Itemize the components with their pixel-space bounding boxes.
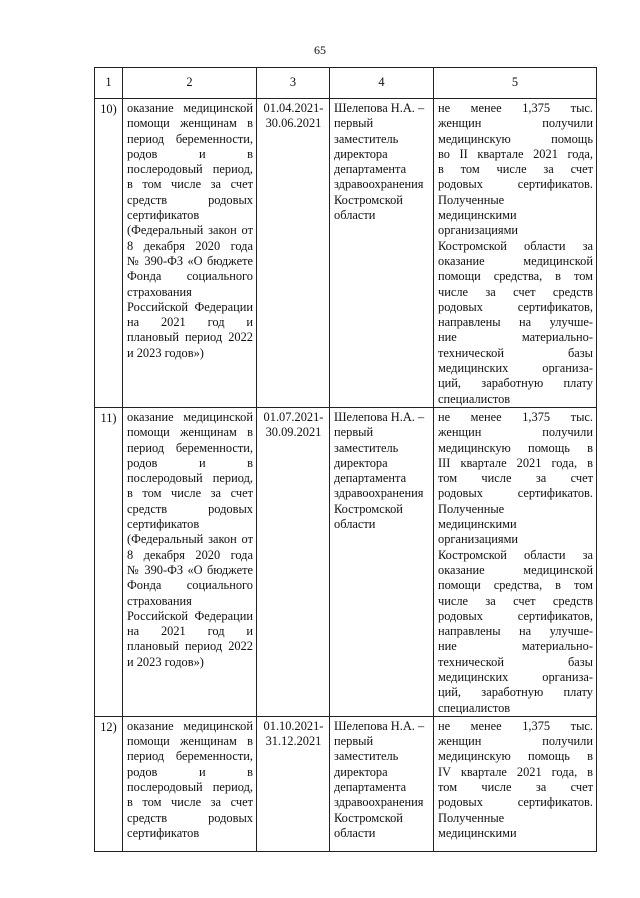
measure-description [123, 99, 257, 408]
cell-line: родовых сертификатов. [438, 177, 593, 192]
measure-description [123, 407, 257, 716]
cell-line: 30.09.2021 [265, 425, 322, 440]
cell-line: 8 декабря 2020 года [127, 238, 253, 253]
cell-line: (Федеральный закон от [127, 223, 253, 238]
cell-line: оказание медицинской [438, 253, 593, 268]
period-cell [257, 407, 330, 716]
cell-line: Полученные [438, 810, 505, 825]
cell-line: послеродовый период, [127, 780, 253, 795]
cell-line: медицинскими [438, 825, 517, 840]
cell-line: период беременности, [127, 749, 253, 764]
cell-line: помощи женщинам в [127, 734, 253, 749]
cell-line: здравоохранения [334, 177, 424, 192]
cell-line: числе за счет средств [438, 593, 593, 608]
cell-line: во II квартале 2021 года, [438, 146, 593, 161]
cell-line: III квартале 2021 года, в [438, 455, 593, 470]
cell-line: Шелепова Н.А. – [334, 101, 425, 115]
table-row [95, 407, 597, 716]
cell-line: медицинскую помощь в [438, 749, 593, 764]
cell-line: Костромской области за [438, 547, 593, 562]
cell-line: департамента [334, 162, 407, 177]
cell-line: сертификатов [127, 825, 200, 840]
row-number: 11) [95, 407, 123, 716]
cell-line: период беременности, [127, 131, 253, 146]
period-cell [257, 99, 330, 408]
cell-line: ций, заработную плату [438, 685, 593, 700]
cell-line: и 2023 годов») [127, 654, 204, 669]
cell-line: на 2021 год и [127, 315, 253, 330]
cell-line: в том числе за счет [127, 795, 253, 810]
cell-line: родов и в [127, 455, 253, 470]
cell-line: родовых сертификатов, [438, 608, 593, 623]
cell-line: области [334, 825, 376, 840]
cell-line: послеродовый период, [127, 162, 253, 177]
cell-line: Полученные [438, 501, 505, 516]
table-header-row [95, 68, 597, 99]
cell-line: ций, заработную плату [438, 376, 593, 391]
cell-line: том числе за счет [438, 780, 593, 795]
cell-line: плановый период 2022 [127, 639, 253, 654]
cell-line: не менее 1,375 тыс. [438, 409, 593, 424]
cell-line: Костромской области за [438, 238, 593, 253]
cell-line: страхования [127, 593, 192, 608]
cell-line: первый [334, 425, 374, 440]
expected-result [434, 407, 597, 716]
cell-line: 01.10.2021- [263, 718, 324, 733]
cell-line: оказание медицинской [127, 101, 253, 115]
cell-line: Шелепова Н.А. – [334, 718, 425, 733]
column-header: 4 [330, 68, 434, 99]
cell-line: области [334, 517, 376, 532]
cell-line: здравоохранения [334, 486, 424, 501]
cell-line: 8 декабря 2020 года [127, 547, 253, 562]
cell-line: организациями [438, 532, 519, 547]
row-number: 12) [95, 716, 123, 851]
cell-line: плановый период 2022 [127, 330, 253, 345]
cell-line: первый [334, 734, 374, 749]
cell-line: медицинских организа- [438, 669, 593, 684]
cell-line: средств родовых [127, 192, 253, 207]
cell-line: здравоохранения [334, 795, 424, 810]
cell-line: 01.07.2021- [263, 409, 324, 424]
page-number: 65 [314, 43, 326, 57]
cell-line: Фонда социального [127, 269, 253, 284]
cell-line: женщин получили [438, 734, 593, 749]
cell-line: специалистов [438, 700, 511, 715]
cell-line: ние материально- [438, 330, 593, 345]
cell-line: страхования [127, 284, 192, 299]
cell-line: Костромской [334, 810, 403, 825]
cell-line: 30.06.2021 [265, 116, 322, 131]
cell-line: числе за счет средств [438, 284, 593, 299]
cell-line: средств родовых [127, 810, 253, 825]
cell-line: послеродовый период, [127, 471, 253, 486]
cell-line: медицинскую помощь [438, 131, 593, 146]
expected-result [434, 716, 597, 851]
cell-line: Российской Федерации [127, 299, 253, 314]
cell-line: Костромской [334, 192, 403, 207]
cell-line: женщин получили [438, 425, 593, 440]
cell-line: Российской Федерации [127, 608, 253, 623]
cell-line: медицинскими [438, 517, 517, 532]
cell-line: технической базы [438, 345, 593, 360]
cell-line: оказание медицинской [438, 562, 593, 577]
cell-line: в том числе за счет [127, 177, 253, 192]
table-row [95, 716, 597, 851]
cell-line: 31.12.2021 [265, 734, 322, 749]
table-row [95, 99, 597, 408]
cell-line: области [334, 208, 376, 223]
cell-line: не менее 1,375 тыс. [438, 718, 593, 733]
cell-line: родов и в [127, 764, 253, 779]
expected-result [434, 99, 597, 408]
cell-line: сертификатов [127, 208, 200, 223]
cell-line: родовых сертификатов. [438, 795, 593, 810]
cell-line: и 2023 годов») [127, 345, 204, 360]
cell-line: в том числе за счет [127, 486, 253, 501]
cell-line: Шелепова Н.А. – [334, 409, 425, 424]
cell-line: организациями [438, 223, 519, 238]
cell-line: том числе за счет [438, 471, 593, 486]
cell-line: департамента [334, 471, 407, 486]
responsible-person [330, 407, 434, 716]
cell-line: ние материально- [438, 639, 593, 654]
column-header: 2 [123, 68, 257, 99]
column-header: 3 [257, 68, 330, 99]
cell-line: департамента [334, 780, 407, 795]
cell-line: Костромской [334, 501, 403, 516]
cell-line: на 2021 год и [127, 624, 253, 639]
cell-line: Полученные [438, 192, 505, 207]
cell-line: Фонда социального [127, 578, 253, 593]
cell-line: сертификатов [127, 517, 200, 532]
cell-line: направлены на улучше- [438, 624, 593, 639]
cell-line: (Федеральный закон от [127, 532, 253, 547]
cell-line: медицинскими [438, 208, 517, 223]
cell-line: заместитель [334, 749, 399, 764]
cell-line: направлены на улучше- [438, 315, 593, 330]
cell-line: не менее 1,375 тыс. [438, 101, 593, 115]
cell-line: заместитель [334, 131, 399, 146]
cell-line: оказание медицинской [127, 718, 253, 733]
cell-line: директора [334, 146, 388, 161]
cell-line: оказание медицинской [127, 409, 253, 424]
column-header: 1 [95, 68, 123, 99]
cell-line: первый [334, 116, 374, 131]
plan-table [94, 67, 597, 852]
measure-description [123, 716, 257, 851]
cell-line: помощи женщинам в [127, 425, 253, 440]
cell-line: родов и в [127, 146, 253, 161]
cell-line: помощи средства, в том [438, 578, 593, 593]
responsible-person [330, 99, 434, 408]
cell-line: медицинскую помощь в [438, 440, 593, 455]
column-header: 5 [434, 68, 597, 99]
cell-line: средств родовых [127, 501, 253, 516]
responsible-person [330, 716, 434, 851]
cell-line: родовых сертификатов, [438, 299, 593, 314]
cell-line: директора [334, 455, 388, 470]
cell-line: IV квартале 2021 года, в [438, 764, 593, 779]
cell-line: директора [334, 764, 388, 779]
cell-line: период беременности, [127, 440, 253, 455]
cell-line: № 390-ФЗ «О бюджете [127, 562, 253, 577]
row-number: 10) [95, 99, 123, 408]
cell-line: женщин получили [438, 116, 593, 131]
cell-line: помощи женщинам в [127, 116, 253, 131]
cell-line: 01.04.2021- [263, 101, 324, 115]
cell-line: технической базы [438, 654, 593, 669]
cell-line: помощи средства, в том [438, 269, 593, 284]
cell-line: заместитель [334, 440, 399, 455]
cell-line: в том числе за счет [438, 162, 593, 177]
cell-line: № 390-ФЗ «О бюджете [127, 253, 253, 268]
period-cell [257, 716, 330, 851]
cell-line: медицинских организа- [438, 361, 593, 376]
cell-line: специалистов [438, 391, 511, 406]
cell-line: родовых сертификатов. [438, 486, 593, 501]
